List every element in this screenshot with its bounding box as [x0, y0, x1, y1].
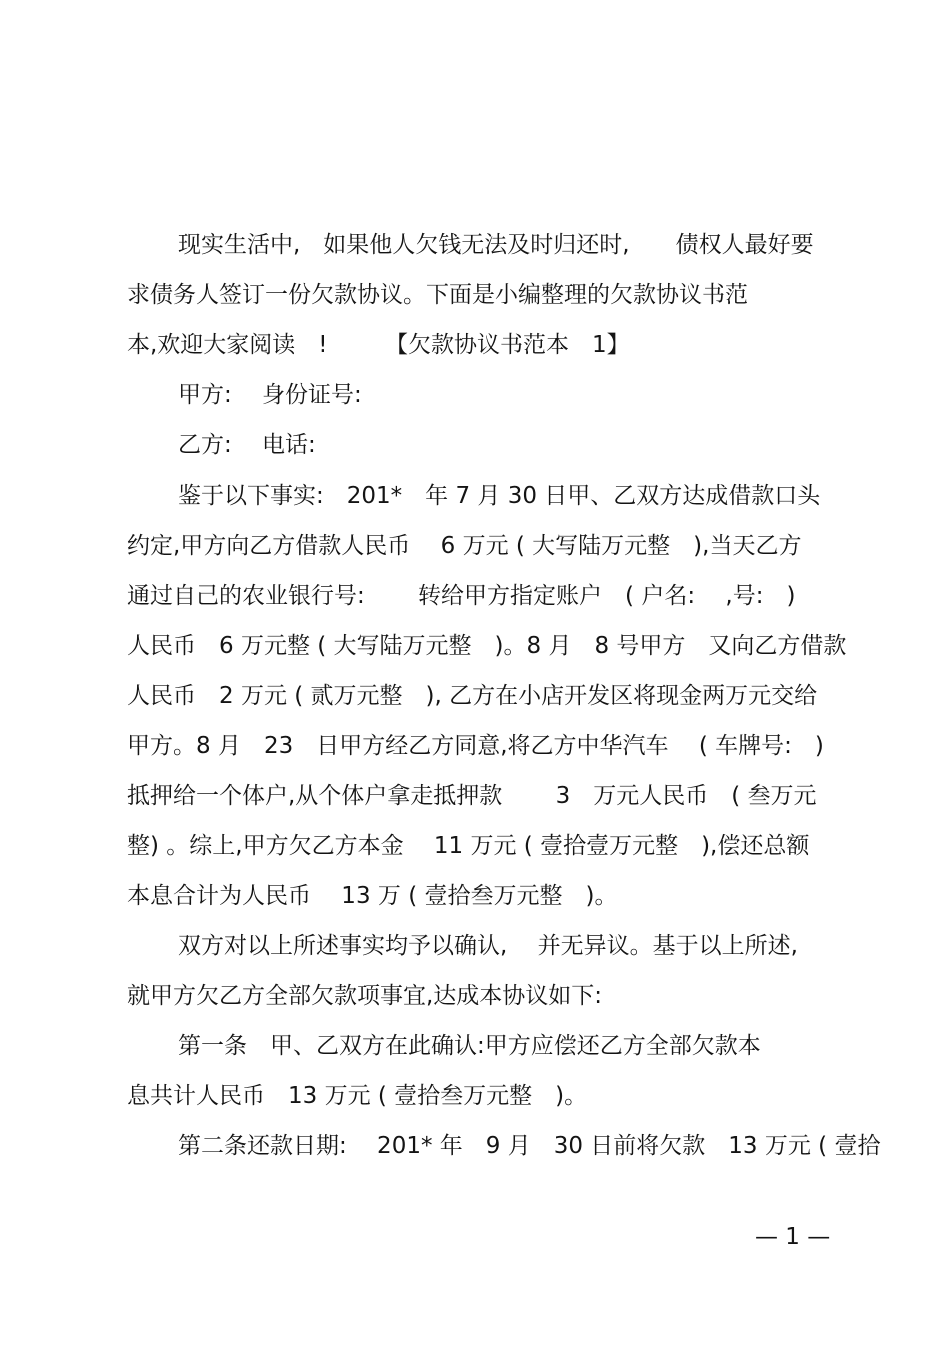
paragraph-intro-line-3: 本,欢迎大家阅读 ! 【欠款协议书范本 1】	[127, 332, 630, 358]
facts-line-2: 约定,甲方向乙方借款人民币 6 万元 ( 大写陆万元整 ),当天乙方	[127, 533, 802, 559]
article-one-line-2: 息共计人民币 13 万元 ( 壹拾叁万元整 )。	[127, 1083, 588, 1109]
page-number: — 1 —	[755, 1224, 831, 1250]
facts-line-6: 甲方。8 月 23 日甲方经乙方同意,将乙方中华汽车 ( 车牌号: )	[127, 733, 824, 759]
facts-line-3: 通过自己的农业银行号: 转给甲方指定账户 ( 户名: ,号: )	[127, 583, 796, 609]
confirmation-line-2: 就甲方欠乙方全部欠款项事宜,达成本协议如下:	[127, 983, 603, 1009]
confirmation-line-1: 双方对以上所述事实均予以确认, 并无异议。基于以上所述,	[178, 933, 798, 959]
facts-line-8: 整) 。综上,甲方欠乙方本金 11 万元 ( 壹拾壹万元整 ),偿还总额	[127, 833, 810, 859]
article-one-line-1: 第一条 甲、乙双方在此确认:甲方应偿还乙方全部欠款本	[178, 1033, 761, 1059]
facts-line-4: 人民币 6 万元整 ( 大写陆万元整 )。8 月 8 号甲方 又向乙方借款	[127, 633, 847, 659]
article-two-line-1: 第二条还款日期: 201* 年 9 月 30 日前将欠款 13 万元 ( 壹拾	[178, 1133, 881, 1159]
party-b-line: 乙方: 电话:	[178, 432, 316, 458]
facts-line-5: 人民币 2 万元 ( 贰万元整 ), 乙方在小店开发区将现金两万元交给	[127, 683, 818, 709]
facts-line-7: 抵押给一个体户,从个体户拿走抵押款 3 万元人民币 ( 叁万元	[127, 783, 817, 809]
paragraph-intro-line-1: 现实生活中, 如果他人欠钱无法及时归还时, 债权人最好要	[178, 232, 814, 258]
paragraph-intro-line-2: 求债务人签订一份欠款协议。下面是小编整理的欠款协议书范	[127, 282, 748, 308]
facts-line-9: 本息合计为人民币 13 万 ( 壹拾叁万元整 )。	[127, 883, 618, 909]
party-a-line: 甲方: 身份证号:	[178, 382, 362, 408]
facts-line-1: 鉴于以下事实: 201* 年 7 月 30 日甲、乙双方达成借款口头	[178, 483, 821, 509]
